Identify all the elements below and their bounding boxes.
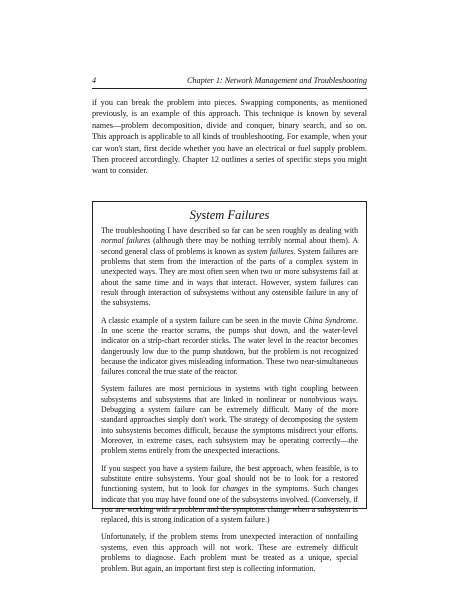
sidebar-paragraph [101,226,358,309]
text-run: (although there may be nothing terribly normal about them). A second general class of problems is known as [101,236,358,256]
page-number: 4 [92,76,97,85]
text-run: . In one scene the reactor scrams, the pumps shut down, and the water-level indicator on a strip-chart recorder sticks. The water level in the reactor becomes dangerously low due to the pump shutdown, but the problem is not recognized because the indicator gives misleading information. These two near-simultaneous failures conceal the true state of the reactor. [101,315,358,377]
chapter-title: Chapter 1: Network Management and Troubleshooting [186,76,367,85]
emphasized-text: normal failures [101,236,151,246]
sidebar-paragraph [101,464,358,526]
sidebar-paragraph [101,532,358,573]
text-run: System failures are most pernicious in systems with tight coupling between subsystems and subsystems that are linked in nonlinear or nonobvious ways. Debugging a system failure can be extremely difficult. Many of the more standard approaches simply don't work. The strategy of decomposing the system into subsystems becomes difficult, because the symptoms misdirect your efforts. Moreover, in extreme cases, each subsystem may be operating correctly—the problem stems entirely from the unexpected interactions. [101,384,358,456]
intro-paragraph: if you can break the problem into pieces. Swapping components, as mentioned previously, is an example of this approach. This technique is known by several names—problem decomposition, divide and conquer, binary search, and so on. This approach is applicable to all kinds of troubleshooting. For example, when your car won't start, first decide whether you have an electrical or fuel supply problem. Then proceed accordingly. Chapter 12 outlines a series of specific steps you might want to consider. [92,98,367,176]
text-run: . System failures are problems that stem from the interaction of the parts of a complex system in unexpected ways. They are most often seen when two or more subsystems fail at about the same time and in ways that interact. However, system failures can result through interaction of subsystems without any ostensible failure in any of the subsystems. [101,246,358,308]
sidebar-box [92,201,367,573]
sidebar-paragraph [101,384,358,456]
running-header [92,75,367,87]
emphasized-text: China Syndrome [303,315,357,325]
text-run: in the symptoms. Such changes indicate that you may have found one of the subsystems involved. (Conversely, if you are working with a problem and the symptoms change when a subsystem is replaced, this is strong indication of a system failure.) [101,484,358,525]
emphasized-text: system failures [246,246,294,256]
sidebar-title: System Failures [189,208,270,222]
header-rule [92,88,367,89]
text-run: The troubleshooting I have described so far can be seen roughly as dealing with [101,226,358,235]
text-run: Unfortunately, if the problem stems from unexpected interaction of nonfailing systems, even this approach will not work. These are extremely difficult problems to diagnose. Each problem must be treated as a unique, special problem. But again, an important first step is collecting information. [101,532,358,573]
emphasized-text: changes [222,484,249,494]
sidebar-paragraph [101,316,358,378]
sidebar-body [101,226,358,574]
text-run: If you suspect you have a system failure, the best approach, when feasible, is to substitute entire subsystems. Your goal should not be to look for a restored functioning system, but to look for [101,463,358,494]
text-run: A classic example of a system failure can be seen in the movie [101,315,304,325]
